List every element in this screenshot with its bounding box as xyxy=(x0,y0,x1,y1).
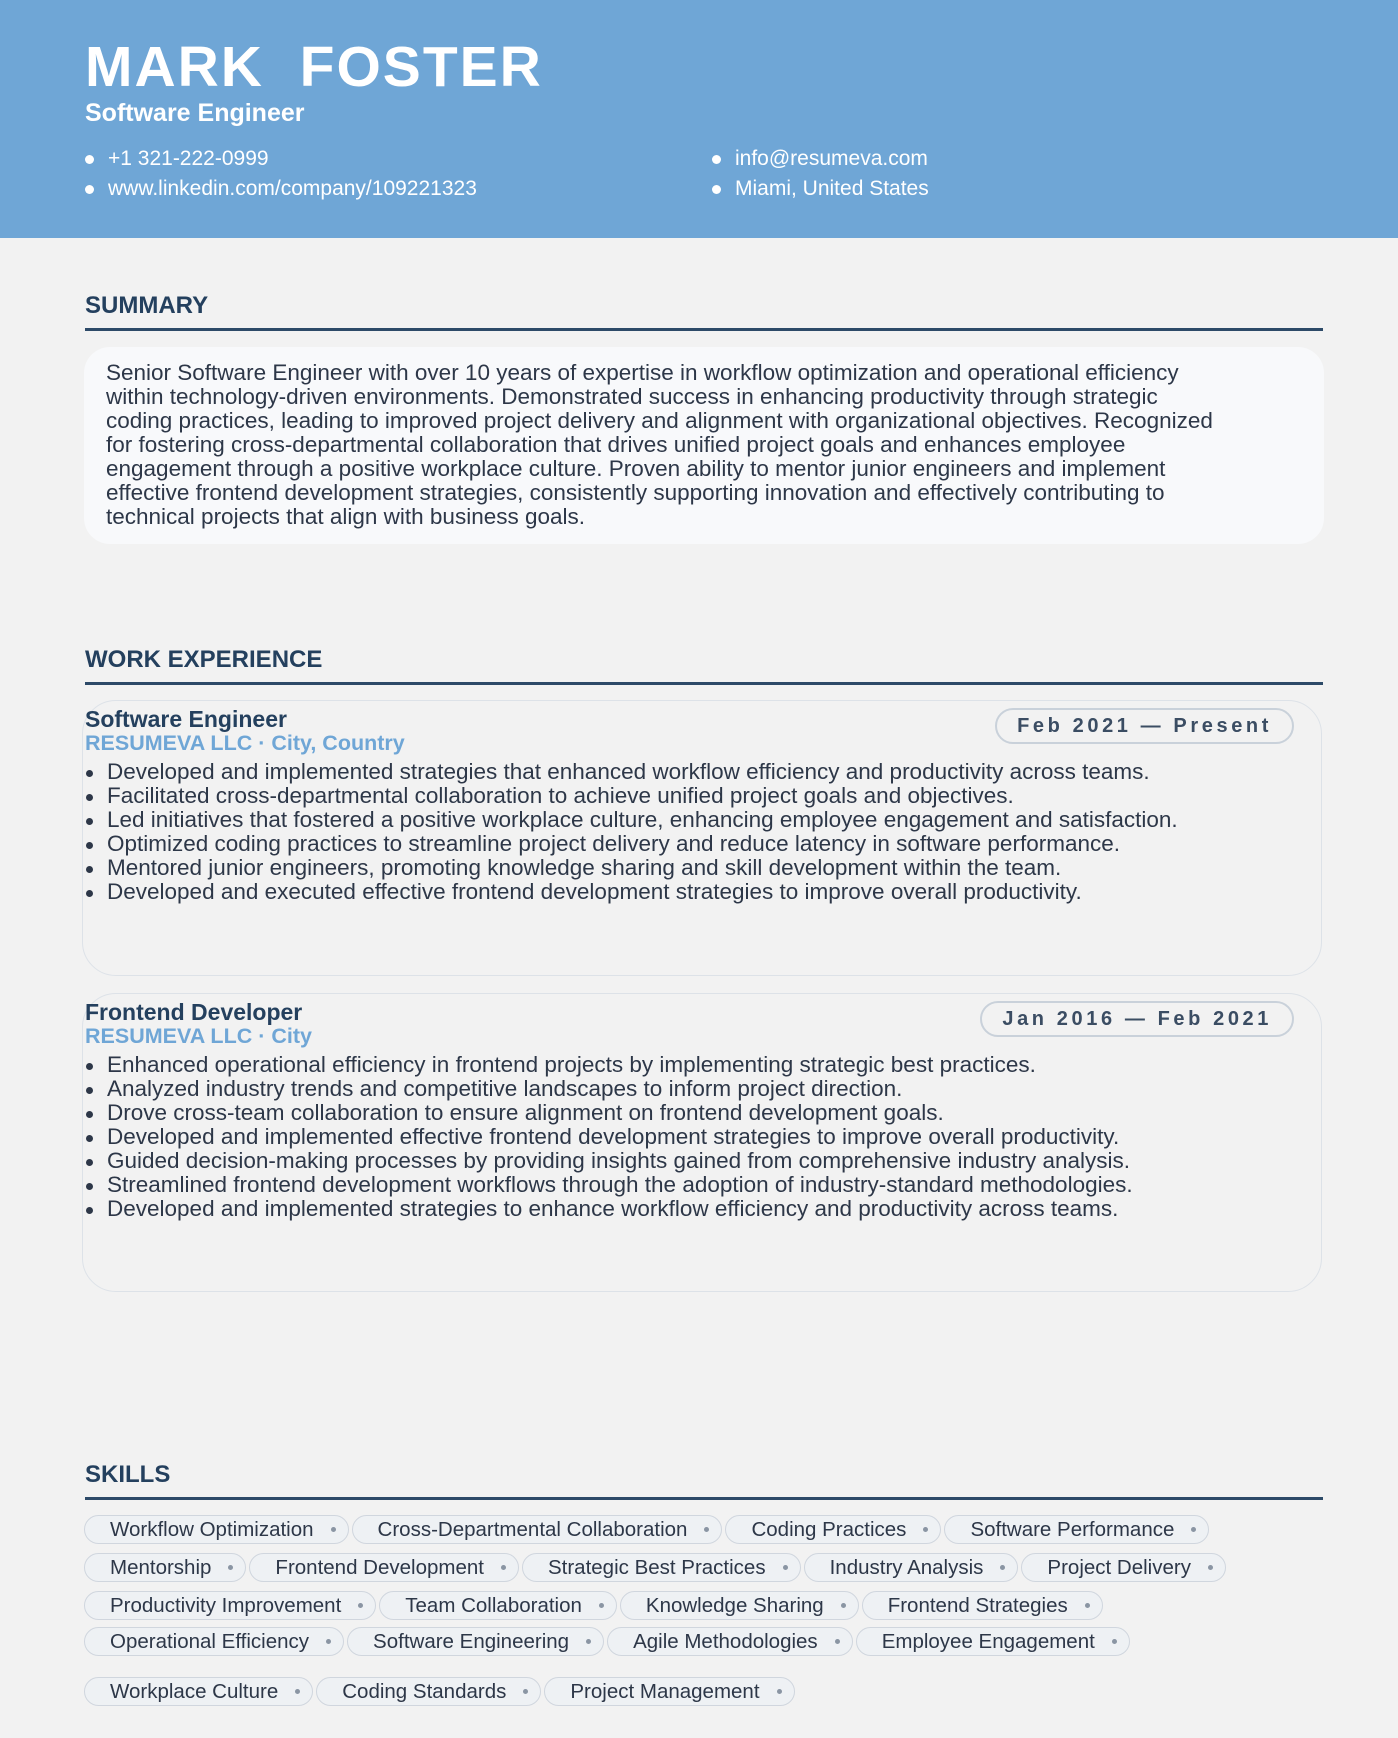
job-bullet: Optimized coding practices to streamline project delivery and reduce latency in software performance. xyxy=(85,832,1178,856)
dot-icon xyxy=(835,1639,840,1644)
job-bullet: Developed and implemented effective frontend development strategies to improve overall productivity. xyxy=(85,1125,1133,1149)
skill-chip xyxy=(347,1627,604,1656)
dot-icon xyxy=(1191,1527,1196,1532)
skill-chip xyxy=(607,1627,853,1656)
job-bullet: Developed and executed effective frontend development strategies to improve overall productivity. xyxy=(85,880,1178,904)
dot-icon xyxy=(501,1565,506,1570)
dot-icon xyxy=(841,1603,846,1608)
job-bullets xyxy=(85,760,1178,904)
skill-chip xyxy=(856,1627,1130,1656)
skill-label: Project Management xyxy=(570,1679,760,1703)
skills-row xyxy=(84,1677,798,1706)
skill-label: Coding Practices xyxy=(751,1517,907,1541)
skill-chip xyxy=(725,1515,941,1544)
resume-header xyxy=(0,0,1398,238)
job-title: Frontend Developer xyxy=(85,999,303,1025)
candidate-name: MARK FOSTER xyxy=(85,35,543,99)
skill-chip xyxy=(379,1591,617,1620)
summary-line: engagement through a positive workplace culture. Proven ability to mentor junior engineers and implement xyxy=(106,456,1166,481)
experience-heading: WORK EXPERIENCE xyxy=(85,646,323,673)
bullet-dot-icon xyxy=(712,155,721,164)
skill-label: Agile Methodologies xyxy=(633,1629,818,1653)
dot-icon xyxy=(1000,1565,1005,1570)
skill-chip xyxy=(352,1515,723,1544)
dot-icon xyxy=(295,1689,300,1694)
dot-icon xyxy=(358,1603,363,1608)
linkedin-text[interactable]: www.linkedin.com/company/109221323 xyxy=(108,177,477,200)
skill-label: Productivity Improvement xyxy=(110,1593,342,1617)
skill-chip xyxy=(84,1677,313,1706)
job-title: Software Engineer xyxy=(85,706,287,732)
dot-icon xyxy=(704,1527,709,1532)
skill-chip xyxy=(944,1515,1209,1544)
skill-chip xyxy=(316,1677,541,1706)
job-company: RESUMEVA LLC · City, Country xyxy=(85,731,405,755)
skill-label: Project Delivery xyxy=(1047,1555,1191,1579)
contact-email[interactable] xyxy=(712,147,928,171)
summary-line: within technology-driven environments. Demonstrated success in enhancing productivity through strategic xyxy=(106,384,1158,409)
phone-text: +1 321-222-0999 xyxy=(108,147,269,170)
skill-label: Workplace Culture xyxy=(110,1679,279,1703)
dot-icon xyxy=(326,1639,331,1644)
contact-phone xyxy=(85,147,269,171)
contact-linkedin[interactable] xyxy=(85,177,477,201)
skill-label: Coding Standards xyxy=(342,1679,507,1703)
skill-label: Industry Analysis xyxy=(829,1555,984,1579)
skills-heading: SKILLS xyxy=(85,1461,171,1488)
dot-icon xyxy=(1208,1565,1213,1570)
job-bullet: Streamlined frontend development workflows through the adoption of industry-standard methodologies. xyxy=(85,1173,1133,1197)
skill-chip xyxy=(84,1591,376,1620)
location-text: Miami, United States xyxy=(735,177,929,200)
job-bullets xyxy=(85,1053,1133,1221)
skill-label: Cross-Departmental Collaboration xyxy=(377,1517,688,1541)
skill-label: Team Collaboration xyxy=(405,1593,582,1617)
skill-label: Operational Efficiency xyxy=(110,1629,310,1653)
skill-chip xyxy=(804,1553,1019,1582)
skill-label: Knowledge Sharing xyxy=(645,1593,824,1617)
job-bullet: Mentored junior engineers, promoting knowledge sharing and skill development within the team. xyxy=(85,856,1178,880)
skill-chip xyxy=(84,1553,246,1582)
skills-row xyxy=(84,1553,1229,1582)
job-entry xyxy=(82,993,1322,1292)
job-bullet: Analyzed industry trends and competitive landscapes to inform project direction. xyxy=(85,1077,1133,1101)
job-company: RESUMEVA LLC · City xyxy=(85,1024,312,1048)
job-date-badge: Feb 2021 — Present xyxy=(995,708,1294,744)
job-bullet: Facilitated cross-departmental collaboration to achieve unified project goals and objectives. xyxy=(85,784,1178,808)
experience-divider xyxy=(85,682,1323,685)
job-date-badge: Jan 2016 — Feb 2021 xyxy=(980,1001,1294,1037)
job-bullet: Developed and implemented strategies to enhance workflow efficiency and productivity across teams. xyxy=(85,1197,1133,1221)
summary-line: for fostering cross-departmental collaboration that drives unified project goals and enhances employee xyxy=(106,432,1126,457)
dot-icon xyxy=(783,1565,788,1570)
skill-label: Frontend Strategies xyxy=(887,1593,1068,1617)
job-entry xyxy=(82,700,1322,976)
skill-label: Workflow Optimization xyxy=(110,1517,314,1541)
dot-icon xyxy=(923,1527,928,1532)
skill-label: Mentorship xyxy=(110,1555,212,1579)
skill-label: Strategic Best Practices xyxy=(547,1555,766,1579)
skill-chip xyxy=(522,1553,801,1582)
candidate-title: Software Engineer xyxy=(85,99,305,127)
job-bullet: Drove cross-team collaboration to ensure alignment on frontend development goals. xyxy=(85,1101,1133,1125)
dot-icon xyxy=(523,1689,528,1694)
bullet-dot-icon xyxy=(85,185,94,194)
skills-row xyxy=(84,1515,1212,1544)
bullet-dot-icon xyxy=(85,155,94,164)
summary-box xyxy=(84,347,1324,544)
dot-icon xyxy=(331,1527,336,1532)
dot-icon xyxy=(599,1603,604,1608)
dot-icon xyxy=(1112,1639,1117,1644)
skills-row xyxy=(84,1627,1133,1656)
job-bullet: Guided decision-making processes by providing insights gained from comprehensive industry analysis. xyxy=(85,1149,1133,1173)
skill-label: Software Performance xyxy=(970,1517,1175,1541)
job-bullet: Led initiatives that fostered a positive workplace culture, enhancing employee engagement and satisfaction. xyxy=(85,808,1178,832)
skill-chip xyxy=(84,1515,349,1544)
dot-icon xyxy=(586,1639,591,1644)
skill-chip xyxy=(862,1591,1103,1620)
dot-icon xyxy=(777,1689,782,1694)
skill-chip xyxy=(620,1591,859,1620)
job-bullet: Developed and implemented strategies that enhanced workflow efficiency and productivity across teams. xyxy=(85,760,1178,784)
skill-chip xyxy=(544,1677,794,1706)
summary-divider xyxy=(85,328,1323,331)
skill-label: Employee Engagement xyxy=(881,1629,1095,1653)
job-bullet: Enhanced operational efficiency in frontend projects by implementing strategic best practices. xyxy=(85,1053,1133,1077)
dot-icon xyxy=(1085,1603,1090,1608)
summary-line: coding practices, leading to improved project delivery and alignment with organizational objectives. Recognized xyxy=(106,408,1213,433)
contact-location xyxy=(712,177,929,201)
summary-line: technical projects that align with business goals. xyxy=(106,504,586,529)
skill-label: Frontend Development xyxy=(275,1555,484,1579)
skill-label: Software Engineering xyxy=(373,1629,570,1653)
dot-icon xyxy=(228,1565,233,1570)
bullet-dot-icon xyxy=(712,185,721,194)
skill-chip xyxy=(84,1627,344,1656)
summary-line: effective frontend development strategies, consistently supporting innovation and effectively contributing to xyxy=(106,480,1165,505)
skills-divider xyxy=(85,1497,1323,1500)
email-text[interactable]: info@resumeva.com xyxy=(735,147,928,170)
skills-row xyxy=(84,1591,1106,1620)
skill-chip xyxy=(1021,1553,1226,1582)
summary-heading: SUMMARY xyxy=(85,292,209,319)
skill-chip xyxy=(249,1553,519,1582)
summary-line: Senior Software Engineer with over 10 years of expertise in workflow optimization and operational efficiency xyxy=(106,360,1179,385)
